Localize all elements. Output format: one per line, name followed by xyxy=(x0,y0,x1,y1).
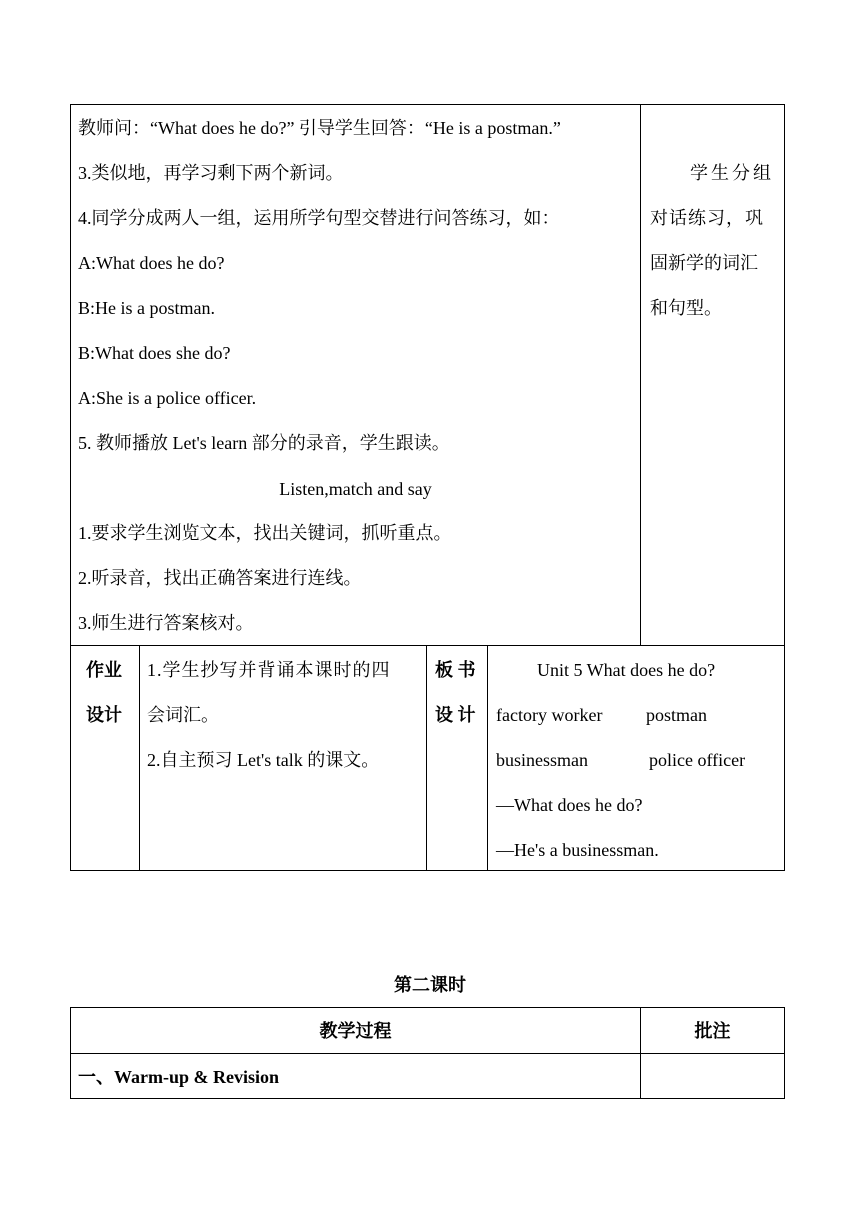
homework-line: 会词汇。 xyxy=(147,705,219,725)
board-label: 板 书 xyxy=(435,660,476,680)
process-line: A:She is a police officer. xyxy=(78,388,257,408)
homework-line: 1.学生抄写并背诵本课时的四 xyxy=(147,660,391,680)
table1-row-divider xyxy=(70,645,785,646)
board-word: postman xyxy=(646,705,707,725)
table2-mid-border xyxy=(70,1053,785,1054)
board-title: Unit 5 What does he do? xyxy=(537,660,716,680)
process-line: 5. 教师播放 Let's learn 部分的录音，学生跟读。 xyxy=(78,433,450,453)
homework-label-divider xyxy=(139,645,140,871)
table2-header-process: 教学过程 xyxy=(319,1021,392,1041)
table2-top-border xyxy=(70,1007,785,1008)
board-answer: —He's a businessman. xyxy=(496,840,659,860)
process-line: B:What does she do? xyxy=(78,343,231,363)
board-label-left-divider xyxy=(426,645,427,871)
note-line: 对话练习，巩 xyxy=(650,208,764,228)
listen-line: 3.师生进行答案核对。 xyxy=(78,613,254,633)
process-line: A:What does he do? xyxy=(78,253,225,273)
board-word: businessman xyxy=(496,750,588,770)
listen-line: 1.要求学生浏览文本，找出关键词，抓听重点。 xyxy=(78,523,452,543)
board-word: police officer xyxy=(649,750,746,770)
table1-right-border xyxy=(784,104,785,871)
process-line: B:He is a postman. xyxy=(78,298,215,318)
table2-row-warmup: 一、Warm-up & Revision xyxy=(78,1067,280,1087)
table2-header-notes: 批注 xyxy=(694,1021,731,1041)
process-line: 4.同学分成两人一组，运用所学句型交替进行问答练习，如： xyxy=(78,208,560,228)
process-line: 教师问：“What does he do?” 引导学生回答：“He is a postman.” xyxy=(78,118,561,138)
homework-label: 作业 xyxy=(86,660,122,680)
lesson2-title: 第二课时 xyxy=(394,975,466,995)
board-word: factory worker xyxy=(496,705,603,725)
listen-line: 2.听录音，找出正确答案进行连线。 xyxy=(78,568,362,588)
homework-line: 2.自主预习 Let's talk 的课文。 xyxy=(147,750,380,770)
note-line: 学生分组 xyxy=(690,163,774,183)
board-question: —What does he do? xyxy=(496,795,643,815)
board-label-right-divider xyxy=(487,645,488,871)
section-heading: Listen,match and say xyxy=(279,479,432,499)
table1-note-divider xyxy=(640,104,641,645)
table1-bottom-border xyxy=(70,870,785,871)
board-label: 设 计 xyxy=(435,705,476,725)
process-line: 3.类似地，再学习剩下两个新词。 xyxy=(78,163,344,183)
homework-label: 设计 xyxy=(86,705,122,725)
note-line: 固新学的词汇 xyxy=(650,253,758,273)
note-line: 和句型。 xyxy=(650,298,722,318)
table2-bottom-border xyxy=(70,1098,785,1099)
table1-top-border xyxy=(70,104,785,105)
